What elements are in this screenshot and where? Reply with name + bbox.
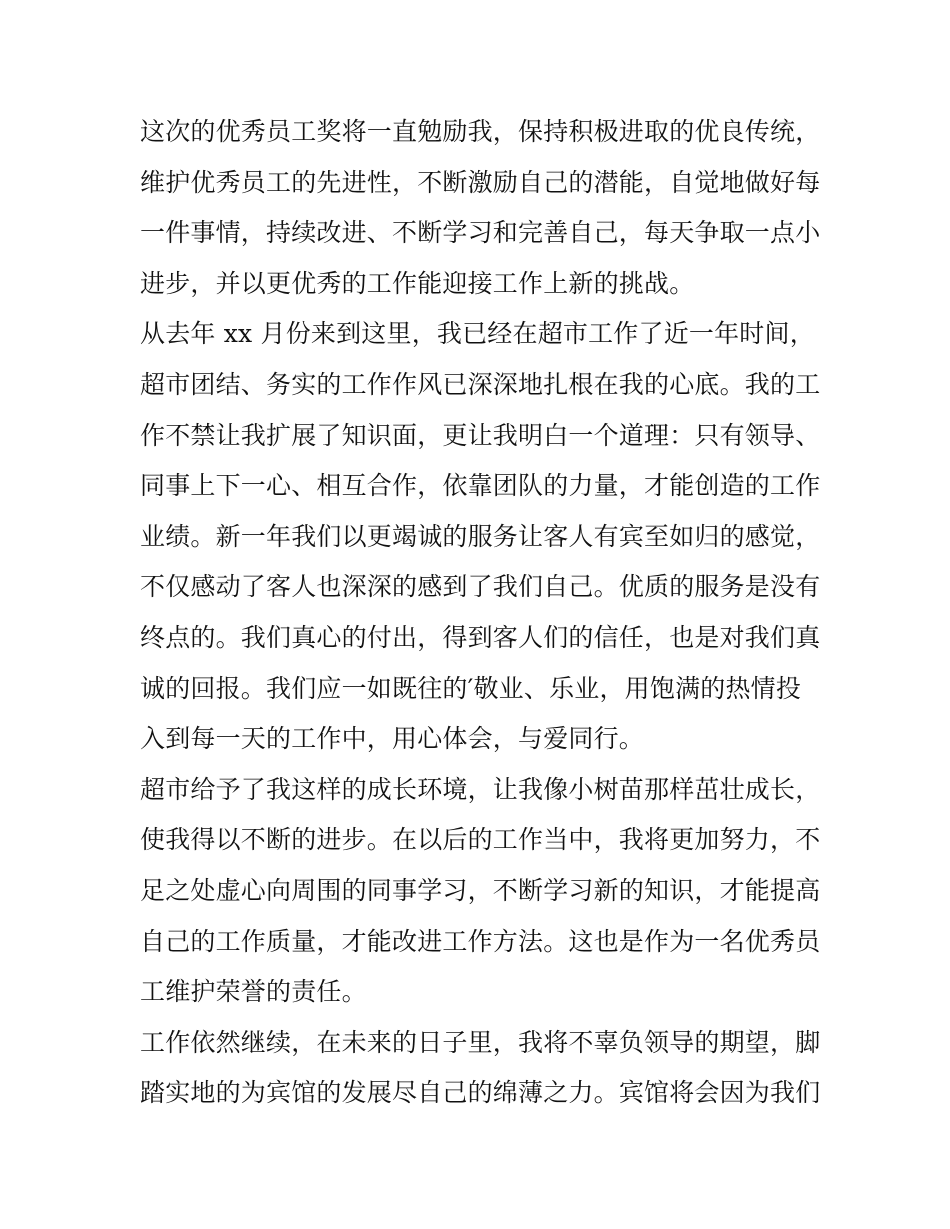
text-line: 使我得以不断的进步。在以后的工作当中，我将更加努力，不 (140, 825, 821, 855)
text-line: 维护优秀员工的先进性，不断激励自己的潜能，自觉地做好每 (140, 167, 821, 197)
text-line: 不仅感动了客人也深深的感到了我们自己。优质的服务是没有 (140, 572, 821, 602)
text-line: 业绩。新一年我们以更竭诚的服务让客人有宾至如归的感觉， (140, 521, 821, 551)
text-line: 终点的。我们真心的付出，得到客人们的信任，也是对我们真 (140, 622, 821, 652)
text-line: 这次的优秀员工奖将一直勉励我，保持积极进取的优良传统， (140, 117, 821, 146)
text-line: 踏实地的为宾馆的发展尽自己的绵薄之力。宾馆将会因为我们 (140, 1078, 821, 1108)
text-line: 同事上下一心、相互合作，依靠团队的力量，才能创造的工作 (140, 471, 821, 501)
text-line: 足之处虚心向周围的同事学习，不断学习新的知识，才能提高 (140, 875, 821, 905)
text-line: 工作依然继续，在未来的日子里，我将不辜负领导的期望，脚 (140, 1027, 821, 1057)
text-line: 从去年 xx 月份来到这里，我已经在超市工作了近一年时间， (140, 319, 815, 349)
text-line: 入到每一天的工作中，用心体会，与爱同行。 (140, 724, 645, 754)
text-line: 工维护荣誉的责任。 (140, 977, 367, 1007)
text-line: 诚的回报。我们应一如既往的′敬业、乐业，用饱满的热情投 (140, 673, 802, 703)
text-line: 作不禁让我扩展了知识面，更让我明白一个道理：只有领导、 (140, 420, 821, 450)
text-line: 自己的工作质量，才能改进工作方法。这也是作为一名优秀员 (140, 926, 821, 956)
document-body (140, 107, 820, 1119)
text-line: 进步，并以更优秀的工作能迎接工作上新的挑战。 (140, 268, 695, 298)
text-line: 超市给予了我这样的成长环境，让我像小树苗那样茁壮成长， (140, 774, 821, 804)
text-line: 一件事情，持续改进、不断学习和完善自己，每天争取一点小 (140, 218, 821, 248)
text-line: 超市团结、务实的工作作风已深深地扎根在我的心底。我的工 (140, 369, 821, 399)
